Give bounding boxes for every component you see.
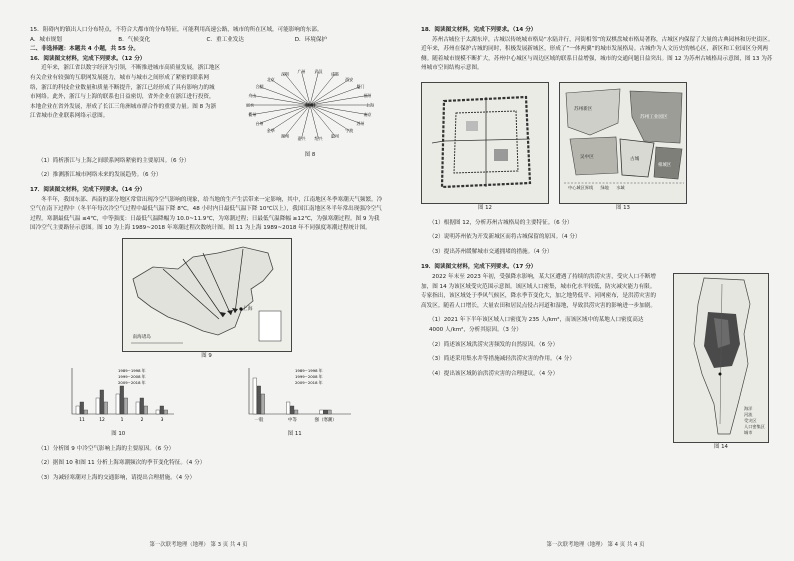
q17-heading: 17．阅读图文材料，完成下列要求。（14 分） — [30, 186, 146, 193]
chart-category-label: 12 — [99, 417, 106, 423]
chart-bar — [261, 394, 265, 414]
network-node-label: 金华 — [266, 127, 275, 133]
chart-bar — [323, 410, 327, 414]
network-link — [252, 105, 310, 115]
q15-option-c[interactable]: C．重工业发达 — [206, 36, 244, 43]
network-node-label: 绍兴 — [314, 135, 323, 141]
chart-bar — [290, 406, 294, 414]
figure-11-label: 图 11 — [287, 431, 302, 438]
chart-legend-entry: 2009~2018 年 — [294, 379, 323, 385]
q19-block — [421, 263, 774, 451]
figure-10 — [58, 364, 178, 440]
q17-paragraph: 冬半年，我国东部、西南的部分地区常常出现冷空气影响的现象，给当地的生产生活带来一定影响，其中，江南地区冬季寒潮天气频繁。冷空气在南下过程中（冬半年每次冷空气过程中最低气温下降 8℃，48 小时内日最低气温下降 10℃以上），我国江南地区冬半年常出现强冷空气过程。寒潮最低气温 ≤4℃，中等强度：日最低气温降幅为 10.0~11.9℃，为寒潮过程；日最低气温降幅 ≥12℃，为强寒潮过程。图 9 为我国冷空气主要路径示意图。图 10 为上海 1989~2018 年寒潮过程次数统计图。图 11 为上海 1989~2018 年不同强度寒潮过程统计图。 — [30, 196, 383, 232]
q15-option-a[interactable]: A．城市规划 — [30, 36, 62, 43]
q15-stem: 15．阻碍内的镇出人口分布特点，不符合大都市的分布特征，可能利用高速公路，城市的所在区域，可能影响的东部。 — [30, 27, 323, 33]
network-node-label: 嘉兴 — [297, 135, 306, 141]
suzhou-structure-map — [559, 82, 687, 204]
chart-category-label: 3 — [160, 417, 164, 423]
q16-block — [30, 55, 383, 159]
chart-bar — [80, 402, 84, 414]
figure-13 — [559, 82, 687, 214]
legend-boundary: 中心城区界线 — [568, 184, 594, 190]
network-diagram — [235, 63, 385, 147]
q19-sub4: （4）提出该区域防治洪涝灾害的合理建议。（4 分） — [429, 370, 559, 377]
network-node-label: 湖州 — [281, 133, 290, 139]
q16-sub1: （1）简析浙江与上海之间联系网络紧密的主要原因。（6 分） — [38, 157, 190, 164]
area-label-old-city: 古城 — [630, 156, 640, 162]
q17-sub2: （2）据图 10 和图 11 分析上海寒潮频次的季节变化特征。（4 分） — [38, 460, 206, 467]
chart-legend-entry: 1999~2008 年 — [294, 373, 323, 379]
fig14-legend — [744, 406, 765, 436]
network-hub-label: 杭州 — [304, 102, 316, 109]
figure-9 — [122, 238, 292, 362]
network-node-label: 丽水 — [246, 102, 254, 108]
legend-river: 河流 — [744, 412, 753, 418]
legend-flood: 受灾区 — [744, 418, 757, 424]
chart-bar — [286, 402, 290, 414]
chart-bar — [140, 398, 144, 414]
figures-12-13 — [421, 82, 774, 214]
q15-option-b[interactable]: B．气候变化 — [118, 36, 151, 43]
chart-legend-entry: 1989~1998 年 — [118, 367, 146, 373]
area-label-xiangcheng: 相城区 — [658, 162, 672, 168]
suzhou-old-city-map — [421, 82, 549, 204]
q19-sub3: （3）简述采用集水井等措施减轻洪涝灾害的作用。（4 分） — [429, 356, 575, 363]
chart-category-label: 2 — [140, 417, 144, 423]
network-node-label: 福州 — [363, 92, 372, 98]
chart-legend-entry: 2009~2018 年 — [118, 379, 146, 385]
right-page — [397, 0, 794, 561]
figure-12 — [421, 82, 549, 214]
network-node-label: 厦门 — [356, 83, 365, 89]
figure-10-label: 图 10 — [111, 431, 126, 438]
area-label-industrial-park: 苏州工业园区 — [640, 114, 668, 120]
chart-legend-entry: 1989~1998 年 — [294, 367, 323, 373]
chart-category-label: 中等 — [287, 417, 297, 423]
q15-option-d[interactable]: D．环境保护 — [294, 36, 328, 43]
chart-bar — [120, 386, 124, 414]
chart-bar — [164, 410, 168, 414]
bar-chart-10 — [58, 364, 178, 426]
network-node-label: 苏州 — [356, 120, 365, 126]
chart-bar — [257, 386, 261, 414]
network-node-label: 台州 — [255, 120, 264, 126]
area-label-new-district: 苏州新区 — [574, 106, 593, 112]
network-link — [271, 79, 310, 105]
chart-bar — [144, 406, 148, 414]
chart-bar — [319, 410, 323, 414]
q19-sub2: （2）简述该区域洪涝灾害频发的自然原因。（6 分） — [429, 341, 559, 348]
q18-sub3: （3）提出苏州缓解城市交通拥堵的措施。（4 分） — [429, 248, 553, 255]
chart-bar — [116, 394, 120, 414]
network-link — [310, 105, 368, 115]
legend-green: 绿地 — [600, 184, 609, 190]
legend-sea: 海洋 — [744, 406, 753, 412]
q18-heading: 18．阅读图文材料，完成下列要求。（14 分） — [421, 27, 537, 33]
figure-13-label: 图 13 — [616, 204, 630, 211]
figure-12-label: 图 12 — [478, 204, 492, 211]
chart-bar — [100, 390, 104, 414]
right-footer: 第一次联考地理（地理） 第 4 页 共 4 页 — [546, 542, 645, 549]
q16-heading: 16．阅读图文材料，完成下列要求。（12 分） — [30, 55, 146, 62]
section-2-heading: 二、非选择题：本题共 4 小题，共 55 分。 — [30, 46, 139, 53]
figure-8 — [235, 63, 385, 159]
q16-paragraph: 近年来，浙江省以数字经济为引领，不断推进城市高质量发展，浙江地区有关企业有较强的互联网发展能力，城市与城市之间形成了紧密的联系网络，浙江的科技企业数量和质量不断提升，浙江已经形成了具有影响力的城市网络。此外，浙江与上海的联系也日益密切，省外企业在浙江进行投资，本地企业在省外发展，形成了长江三角洲城市群合作的重要力量。图 8 为浙江省城市企业联系网络示意图。 — [30, 65, 221, 120]
figure-8-label: 图 8 — [304, 152, 316, 159]
q18-sub2: （2）说明苏州依为开发新城区而将古城保留的原因。（4 分） — [429, 234, 581, 241]
chart-legend-entry: 1999~2008 年 — [118, 373, 146, 379]
figure-14-label: 图 14 — [714, 444, 728, 451]
q16-sub2: （2）推测浙江城市网络未来的发展趋势。（6 分） — [38, 172, 162, 179]
network-node-label: 武汉 — [314, 68, 323, 74]
q17-sub1: （1）分析图 9 中冷空气影响上海的主要原因。（6 分） — [38, 445, 175, 452]
q19-sub1: （1）2021 年下半年该区域人口密度为 235 人/km²，而该区域中的某地人口密度高达 4000 人/km²，分析其原因。（3 分） — [429, 317, 644, 333]
chart-category-label: 1 — [120, 417, 124, 423]
chart-category-label: 11 — [79, 417, 86, 423]
network-link — [310, 105, 349, 131]
flood-region-map — [673, 273, 769, 443]
map-scale-label: 南海诸岛 — [132, 334, 151, 340]
figure-14 — [673, 273, 769, 453]
network-node-label: 西安 — [345, 76, 354, 82]
bar-chart-11 — [235, 364, 355, 426]
network-node-label: 合肥 — [255, 83, 264, 89]
network-node-label: 舟山 — [248, 92, 257, 98]
network-node-label: 广州 — [297, 68, 306, 74]
map-city-label: 上海 — [242, 305, 253, 312]
chart-bar — [294, 410, 298, 414]
legend-water: 水域 — [616, 184, 625, 190]
network-node-label: 衢州 — [248, 111, 257, 117]
q18-sub1: （1）根据图 12，分析苏州古城格局的主要特征。（6 分） — [429, 219, 573, 226]
chart-bar — [96, 398, 100, 414]
chart-bar — [136, 402, 140, 414]
legend-dense: 人口密集区 — [744, 424, 765, 430]
q19-paragraph: 2022 年末至 2023 年初，受强降水影响，某大区遭遇了持续的洪涝灾害，受灾人口不断增加，图 14 为该区域受灾范围示意图。该区域人口密集，城市化水平较低，防灾减灾能力有限。专家指出，该区域处于季风气候区，降水季节变化大，加之地势低平、河网密布，是洪涝灾害的高发区。随着人口增长，大量农田和居民点侵占河道和湿地，导致洪涝灾害的影响进一步加剧。 — [421, 273, 656, 309]
area-label-wuzhong: 吴中区 — [580, 154, 594, 160]
q19-heading: 19．阅读图文材料，完成下列要求。（17 分） — [421, 264, 537, 271]
chart-bar — [84, 410, 88, 414]
network-node-label: 温州 — [330, 133, 339, 139]
network-node-label: 上海 — [366, 102, 374, 108]
fig13-legend — [568, 185, 625, 191]
q15-options — [30, 36, 383, 46]
chart-category-label: 一般 — [254, 417, 264, 423]
legend-city: 城市 — [744, 430, 753, 436]
network-link — [310, 79, 349, 105]
chart-bar — [124, 398, 128, 414]
network-node-label: 南京 — [363, 111, 372, 117]
chart-bar — [160, 406, 164, 414]
china-map — [122, 238, 292, 352]
figure-9-label: 图 9 — [201, 352, 212, 359]
chart-bar — [104, 402, 108, 414]
old-city-grid — [422, 83, 550, 203]
figures-10-11 — [30, 364, 383, 440]
q17-sub3: （3）为减轻寒潮对上海的交通影响，请提出合理措施。（4 分） — [38, 474, 196, 481]
network-link — [252, 95, 310, 105]
q18-paragraph: 苏州古城位于太湖东岸，古城以传统城市格局“水陆并行，河街相邻”的双棋盘城市格局著称，古城区内保留了大量的古典园林和历史街区。近年来，苏州在保护古城的同时，积极发展新城区，形成了“一体两翼”的城市发展格局。古城作为人文历史的核心区，新区和工业园区分列两侧。随着城市规模不断扩大，苏州中心城区与周边区域的联系日益增强，城市的交通问题日益突出。图 12 为苏州古城格局示意图，图 13 为苏州城市空间结构示意图。 — [421, 36, 774, 72]
network-link — [310, 95, 368, 105]
figure-11 — [235, 364, 355, 440]
network-node-label: 北京 — [266, 76, 275, 82]
chart-bar — [253, 378, 257, 414]
chart-bar — [76, 406, 80, 414]
chart-bar — [156, 410, 160, 414]
chart-bar — [327, 410, 331, 414]
network-node-label: 成都 — [330, 71, 339, 77]
left-footer: 第一次联考地理（地理） 第 3 页 共 4 页 — [149, 542, 248, 549]
network-node-label: 宁波 — [345, 127, 354, 133]
chart-category-label: 强（寒潮） — [314, 417, 337, 423]
network-node-label: 深圳 — [281, 71, 290, 77]
